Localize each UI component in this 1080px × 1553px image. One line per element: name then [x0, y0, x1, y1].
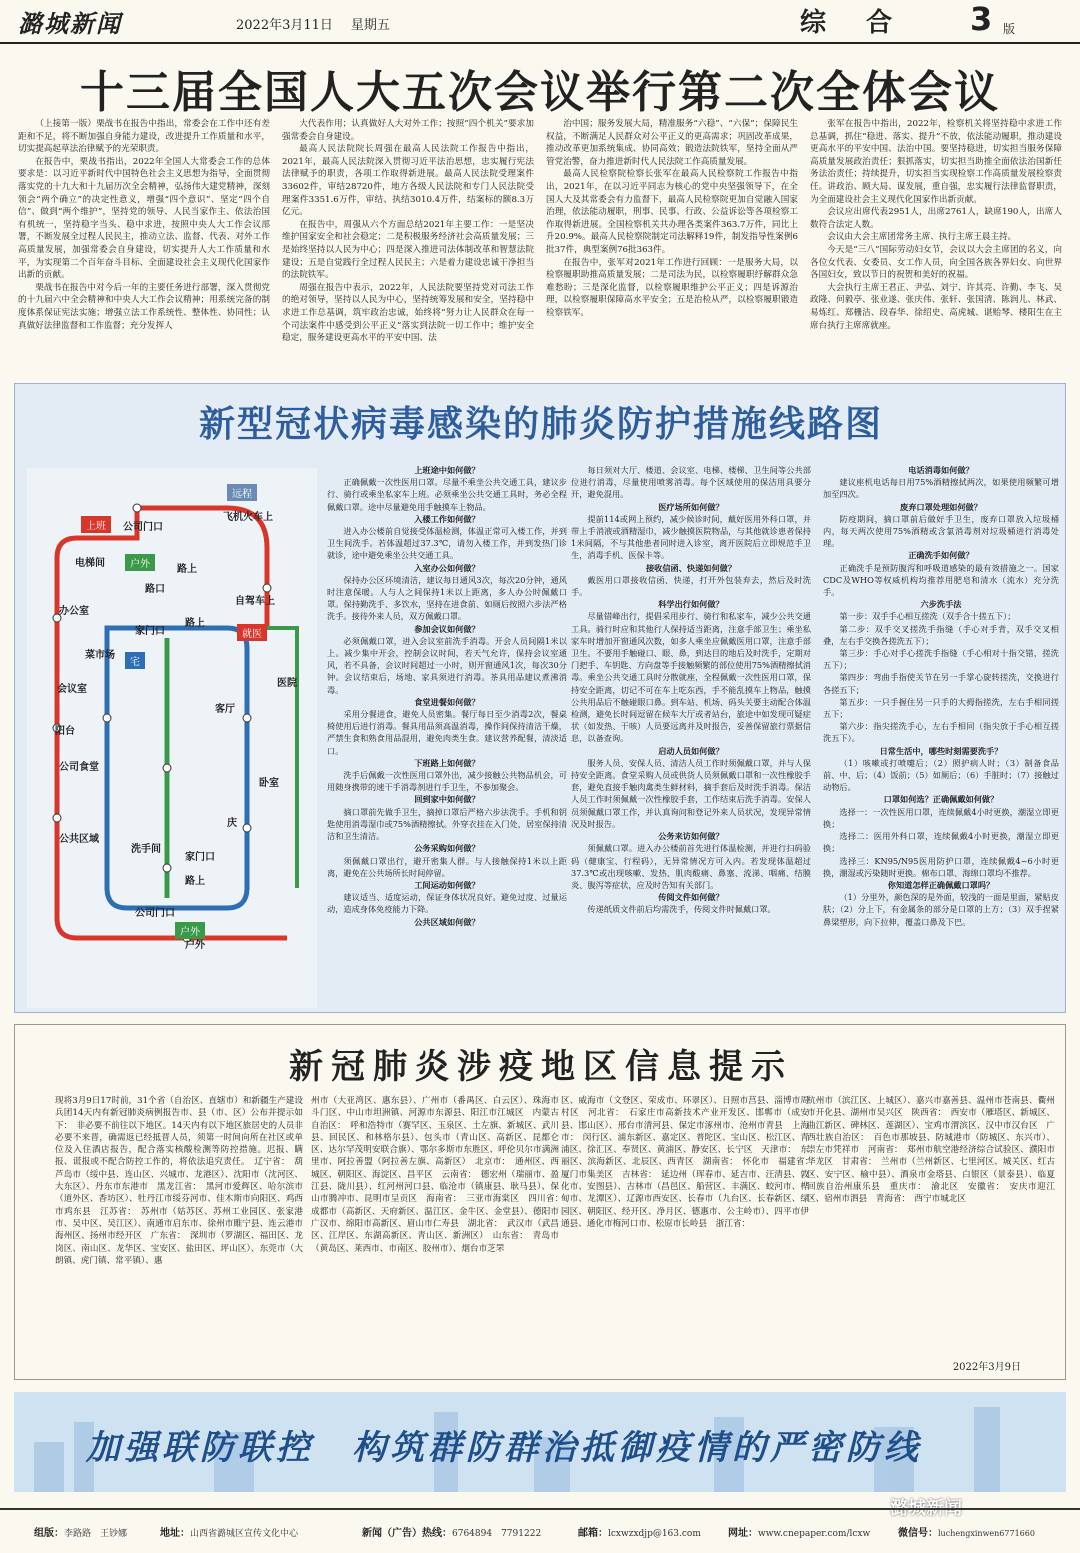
stop-label: 菜市场 — [85, 650, 115, 661]
routes-question: 公共区域如何做？ — [414, 916, 480, 927]
article-column-3 — [546, 118, 798, 370]
routes-question: 公务采购如何做？ — [414, 843, 480, 854]
stop-label: 路上 — [185, 876, 205, 887]
risk-date: 2022年3月9日 — [952, 1362, 1021, 1373]
routes-question: 上班途中如何做？ — [414, 465, 480, 475]
routes-paragraph: 选择三：KN95/N95医用防护口罩，连续佩戴4~6小时更换，潮湿或污染随时更换。棉布口罩、海绵口罩均不推荐。 — [823, 855, 1059, 878]
routes-paragraph: 传递纸质文件前后均需洗手，传阅文件时佩戴口罩。 — [587, 904, 776, 915]
stop-label: 飞机火车上 — [223, 512, 273, 523]
tag-outdoor-2: 户外 — [175, 922, 205, 939]
risk-area-panel — [14, 1024, 1066, 1380]
routes-paragraph: 提前114或网上预约，减少候诊时间，戴好医用外科口罩，并带上手消液或酒精湿巾，减少触摸医院物品，与其他就诊患者保持1米间隔，不与其他患者同时进入诊室，离开医院后立即规范手卫生，消毒手机、医保卡等。 — [571, 513, 811, 561]
routes-paragraph: 选择一：一次性医用口罩，连续佩戴4小时更换，潮湿立即更换； — [823, 806, 1059, 829]
article-paragraph: 大会执行主席王君正、尹弘、刘宁、许其亮、许勤、李飞、吴政隆、何毅亭、张业遂、张庆伟、张轩、张国清、陈润儿、林武、易炼红、郑栅洁、段春华、徐绍史、高虎城、谌贻琴、楼阳生在主席台执行主席席就座。 — [810, 282, 1062, 331]
routes-paragraph: （1）分里外，颜色深的是外面，较浅的一面是里面，紧贴皮肤；（2）分上下，有金属条的部分是口罩的上方；（3）双手捏紧鼻梁塑形，向下拉伸，覆盖口鼻及下巴。 — [823, 892, 1059, 927]
stop-label: 家门口 — [135, 626, 165, 637]
routes-question: 口罩如何选？正确佩戴如何做？ — [883, 794, 999, 805]
station-dot — [163, 864, 171, 872]
routes-question: 入楼工作如何做？ — [414, 513, 480, 524]
route-map-bg — [27, 468, 317, 1008]
routes-paragraph: 正确洗手是预防腹泻和呼吸道感染的最有效措施之一。国家CDC及WHO等权威机构均推荐用肥皂和清水（流水）充分洗手。 — [823, 562, 1059, 598]
wechat-watermark: 潞城新闻 — [890, 1498, 962, 1519]
article-paragraph: 在报告中，栗战书指出，2022年全国人大常委会工作的总体要求是：以习近平新时代中国特色社会主义思想为指导，全面贯彻落实党的十九大和十九届历次全会精神，弘扬伟大建党精神，深刻领会“两个确立”的决定性意义，增强“四个意识”、坚定“四个自信”、做到“两个维护”，坚持党的领导、人民当家作主、依法治国有机统一，坚持稳字当头、稳中求进，按照中央人大工作会议部署，不断发展全过程人民民主，推动立法、监督、代表、对外工作高质量发展，加强常委会自身建设，切实提升人大工作质量和水平，为实现第二个百年奋斗目标、全面建设社会主义现代化国家作出新的贡献。 — [18, 156, 270, 281]
stop-label: 自驾车上 — [235, 596, 275, 607]
footer-email: 邮箱：lcxwzxdjp@163.com — [578, 1528, 701, 1539]
routes-question: 启动人员如何做？ — [658, 745, 724, 756]
stop-label: 阳台 — [55, 726, 75, 737]
routes-paragraph: 正确佩戴一次性医用口罩。尽量不乘坐公共交通工具，建议步行、骑行或乘坐私家车上班。必须乘坐公共交通工具时，务必全程佩戴口罩。途中尽量避免用手触摸车上物品。 — [327, 477, 567, 512]
footer-hotline: 新闻（广告）热线：6764894 7791222 — [362, 1528, 542, 1539]
routes-title: 新型冠状病毒感染的肺炎防护措施线路图 — [198, 404, 883, 445]
station-dot — [163, 764, 171, 772]
routes-paragraph: （1）咳嗽或打喷嚏后；（2）照护病人时；（3）制备食品前、中、后；（4）饭前；（5）如厕后；（6）手脏时；（7）接触过动物后。 — [823, 757, 1059, 793]
tag-commute: 上班 — [81, 516, 111, 533]
routes-paragraph: 第四步：弯曲手指使关节在另一手掌心旋转搓洗，交换进行各搓五下； — [823, 672, 1059, 695]
station-dot — [243, 714, 251, 722]
risk-column-1: 现将3月9日17时前，31个省（自治区、直辖市）和新疆生产建设兵团14天内有新冠肺炎病例报告市、县（市、区）公布并提示如下： 非必要不前往以下地区。14天内有以下地区旅居史的人员非必要不来晋，确需返已经抵晋人员，须第一时间向所在社区或单位及入住酒店报告，配合落实核酸检测等防控措施。迟报、瞒报、谎报或不配合防控工作的，将依法追究责任。 辽宁省： 葫芦岛市（绥中县、连山区、兴城市、龙港区）、沈阳市（沈河区、大东区）、丹东市东港市 黑龙江省： 黑河市爱辉区、哈尔滨市（道外区、香坊区）、牡丹江市绥芬河市、佳木斯市向阳区、鸡西市鸡东县 江苏省： 苏州市（姑苏区、苏州工业园区、张家港市、吴中区、吴江区）、南通市启东市、徐州市睢宁县、连云港市海州区、扬州市经开区 广东省： 深圳市（罗湖区、福田区、龙岗区、南山区、龙华区、宝安区、盐田区、坪山区）、东莞市（大朗镇、虎门镇、常平镇）、惠 — [55, 1096, 303, 1266]
stop-label: 电梯间 — [75, 558, 105, 569]
article-column-2 — [282, 118, 534, 370]
station-dot — [103, 714, 111, 722]
stop-label: 办公室 — [59, 606, 89, 617]
article-paragraph: 张军在报告中指出，2022年，检察机关将坚持稳中求进工作总基调，抓住“稳进、落实、提升”不放，依法能动履职，推动建设更高水平的平安中国、法治中国。要坚持稳进，切实担当服务保障高质量发展政治责任；狠抓落实，切实担当助推全面依法治国新任务法治责任；持续提升，切实担当实现检察工作高质量发展检察责任。讲政治、顾大局、谋发展，重自强，忠实履行法律监督职责，为全面建设社会主义现代化国家作出新贡献。 — [810, 119, 1062, 205]
routes-column-2 — [571, 464, 811, 1004]
routes-question: 日常生活中，哪些时刻需要洗手？ — [879, 745, 1003, 756]
stop-label: 公司门口 — [135, 908, 175, 919]
headline: 十三届全国人大五次会议举行第二次全体会议 — [80, 67, 1000, 118]
routes-paragraph: 采用分餐进食，避免人员密集。餐厅每日至少消毒2次，餐桌椅使用后进行消毒。餐具用品须高温消毒，操作间保持清洁干燥，严禁生食和熟食用品混用，避免肉类生食。建议营养配餐，清淡适口。 — [327, 709, 567, 756]
routes-question: 接收信函、快递如何做？ — [645, 562, 737, 573]
routes-question: 科学出行如何做？ — [658, 599, 724, 610]
routes-question: 下班路上如何做？ — [414, 757, 480, 768]
stop-label: 洗手间 — [131, 844, 161, 855]
routes-question: 回到家中如何做？ — [414, 794, 480, 805]
stop-label: 庆 — [227, 818, 237, 829]
routes-question: 食堂进餐如何做？ — [414, 696, 480, 707]
footer — [0, 1508, 1080, 1553]
article-paragraph: （上接第一版）栗战书在报告中指出，常委会在工作中还有差距和不足，将不断加强自身能力建设，改进提升工作质量和水平，切实提高起草法治律赋予的光荣职责。 — [18, 119, 270, 155]
article-column-4 — [810, 118, 1062, 370]
routes-question: 你知道怎样正确佩戴口罩吗？ — [887, 879, 995, 890]
routes-question: 公务来访如何做？ — [658, 831, 724, 842]
routes-paragraph: 摘口罩前先做手卫生，摘掉口罩后严格六步法洗手。手机和钥匙使用消毒湿巾或75%酒精擦拭。外穿衣挂在入门处，居室保持清洁和卫生清洁。 — [327, 806, 567, 842]
article-paragraph: 最高人民法院院长周强在最高人民法院工作报告中指出，2021年，最高人民法院深入贯彻习近平法治思想，忠实履行宪法法律赋予的职责，各项工作取得新进展。最高人民法院受理案件33602件，审结28720件，地方各级人民法院和专门人民法院受理案件3351.6万件，审结、执结3010.4万件，结案标的额8.3万亿元。 — [282, 144, 534, 218]
routes-paragraph: 尽量错峰出行，提倡采用步行、骑行和私家车，减少公共交通工具。骑行时应和其他行人保持适当距离，注意手部卫生；乘坐私家车时增加开窗通风次数，如多人乘坐应佩戴医用口罩，注意手部卫生。不要用手触碰口、眼、鼻，到达目的地后及时洗手，定期对门把手、车钥匙、方向盘等手接触频繁的部位使用75%酒精擦拭消毒。乘坐公共交通工具时分散就座，全程佩戴一次性医用口罩，保持安全距离，切记不可在车上吃东西，手不能乱摸车上物品，触摸公共用品后不触碰眼口鼻。到车站、机场、码头关要主动配合体温检测，避免长时间逗留在候车大厅或者站台，旅途中如发现可疑症状（如发热、干咳）人员要远离并及时报告，妥善保留旅行票据信息，以备查询。 — [571, 611, 811, 744]
stop-label: 家门口 — [185, 852, 215, 863]
article-paragraph: 栗战书在报告中对今后一年的主要任务进行部署，深入贯彻党的十九届六中全会精神和中央人大工作会议精神；用系统完备的制度体系保证宪法实施；增强立法工作系统性、整体性、协同性；认真做好法律监督和工作监督；充分发挥人 — [18, 282, 270, 331]
paper-name: 潞城新闻 — [18, 9, 122, 38]
slogan-text: 加强联防联控 构筑群防群治抵御疫情的严密防线 — [86, 1428, 922, 1468]
stop-label: 公司食堂 — [59, 762, 99, 773]
routes-paragraph: 每日须对大厅、楼道、会议室、电梯、楼梯、卫生间等公共部位进行消毒，尽量使用喷雾消毒。每个区域使用的保洁用具要分开，避免混用。 — [571, 465, 811, 500]
routes-question: 电话消毒如何做？ — [908, 465, 974, 475]
routes-question: 废弃口罩处理如何做？ — [900, 501, 982, 512]
station-dot — [263, 584, 271, 592]
slogan-banner — [14, 1392, 1066, 1492]
routes-paragraph: 第三步：手心对手心搓洗手指缝（手心相对十指交错，搓洗五下）； — [823, 648, 1059, 671]
route-map — [27, 468, 317, 1008]
stop-label: 路上 — [177, 564, 197, 575]
risk-column-2: 州市（大亚湾区、惠东县）、广州市（番禺区、白云区）、珠海市斗门区、中山市坦洲镇、河源市东源县、阳江市江城区 内蒙古自治区： 呼和浩特市（赛罕区、玉泉区、土左旗、新城区、武川县、回民区、和林格尔县）、包头市（青山区、高新区、昆都仑区、达尔罕茂明安联合旗）、鄂尔多斯市东胜区、呼伦贝尔市满洲里市、阿拉善盟（阿拉善左旗、高新区） 北京市： 通州区、西城区、朝阳区、海淀区、昌平区 云南省： 德宏州（瑞丽市、盈江县、陇川县）、红河州河口县、临沧市（镇康县、耿马县）、保山市腾冲市、昆明市呈贡区 海南省： 三亚市海棠区 四川省： 成都市（高新区、天府新区、温江区、金牛区、金堂县）、德阳市广汉市、绵阳市高新区、眉山市仁寿县 湖北省： 武汉市（武昌区、江岸区、东湖高新区、青山区、新洲区） 山东省： 青岛市（黄岛区、莱西市、市南区、胶州市）、烟台市芝罘 — [311, 1096, 559, 1254]
station-dot — [53, 814, 61, 822]
routes-column-3 — [823, 464, 1059, 1004]
routes-question: 参加会议如何做？ — [414, 623, 480, 634]
stop-label: 医院 — [277, 678, 297, 689]
footer-website: 网址：www.cnepaper.com/lcxw — [728, 1528, 871, 1539]
routes-paragraph: 防疫期间，摘口罩前后做好手卫生，废弃口罩放入垃圾桶内，每天两次使用75%酒精或含氯消毒剂对垃圾桶进行消毒处理。 — [823, 513, 1059, 549]
risk-column-4: 杭州市（滨江区、上城区）、嘉兴市嘉善县、温州市苍南县、衢州市开化县、湖州市吴兴区 陕西省： 西安市（雁塔区、新城区、曲江新区、碑林区、莲湖区）、宝鸡市渭滨区、汉中市汉台区 广西壮族自治区： 百色市那坡县、防城港市（防城区、东兴市）、崇左市凭祥市 河南省： 郑州市航空港经济综合试验区、濮阳市华龙区 甘肃省： 兰州市（兰州新区、七里河区、城关区、红古区、安宁区、榆中县）、酒泉市金塔县、白银区（景泰县）、临夏回族自治州康乐县 重庆市： 渝北区 安徽省： 安庆市迎江区、宿州市泗县 青海省： 西宁市城北区 — [807, 1096, 1055, 1205]
article-paragraph: 最高人民检察院检察长张军在最高人民检察院工作报告中指出，2021年，在以习近平同志为核心的党中央坚强领导下，在全国人大及其常委会有力监督下，最高人民检察院更加自觉融入国家治理，依法能动履职，刑事、民事、行政、公益诉讼等各项检察工作取得新进展。全国检察机关共办理各类案件363.7万件，同比上升20.9%。最高人民检察院制定司法解释19件，制发指导性案例6批37件，典型案例76批363件。 — [546, 169, 798, 255]
risk-column-3: 区、威海市（文登区、荣成市、环翠区）、日照市莒县、淄博市周村区 河北省： 石家庄市高新技术产业开发区、邯郸市（成安县、邯山区）、邢台市清河县、保定市涿州市、沧州市青县 上海市： 闵行区、浦东新区、嘉定区、普陀区、宝山区、松江区、青浦区、徐汇区、奉贤区、黄浦区、静安区、长宁区 天津市： 东丽区、滨海新区、北辰区、西青区 湖南省： 怀化市 福建省： 厦门市集美区 吉林省： 延边州（珲春市、延吉市、汪清县、敦化市、安图县）、吉林市（昌邑区、船营区、丰满区、蛟河市、桦甸市、龙潭区）、辽源市西安区、长春市（九台区、长春新区、绿园区、朝阳区、经开区、净月区、德惠市、公主岭市）、四平市伊通县、通化市梅河口市、松原市长岭县 浙江省： — [561, 1096, 809, 1229]
article-paragraph: 会议应出席代表2951人，出席2761人，缺席190人，出席人数符合法定人数。 — [810, 207, 1062, 230]
routes-question: 工间运动如何做？ — [414, 879, 480, 890]
footer-editor: 组版：李路路 王钞娜 — [34, 1528, 128, 1539]
routes-paragraph: 保持办公区环境清洁，建议每日通风3次，每次20分钟，通风时注意保暖。人与人之间保持1米以上距离，多人办公时佩戴口罩。保持勤洗手、多饮水，坚持在进食前、如厕后按照六步法严格洗手。接待外来人员，双方佩戴口罩。 — [327, 574, 567, 622]
article-paragraph: 周强在报告中表示，2022年，人民法院要坚持党对司法工作的绝对领导，坚持以人民为中心，坚持统筹发展和安全，坚持稳中求进工作总基调，筑牢政治忠诚，始终将“努力让人民群众在每一个司法案件中感受到公平正义”落实到法院一切工作中；维护安全稳定，服务建设更高水平的平安中国、法 — [282, 282, 534, 344]
article-paragraph: 会议由大会主席团常务主席、执行主席王晨主持。 — [827, 232, 1017, 243]
prevention-routes-panel — [14, 383, 1066, 1013]
page-number: 3 — [970, 0, 993, 38]
tag-outdoor: 户外 — [125, 554, 155, 571]
routes-paragraph: 第六步：指尖搓洗手心，左右手相同（指尖放于手心相互搓洗五下）。 — [823, 721, 1059, 744]
section-name: 综合 — [800, 8, 933, 38]
stop-label: 公共区域 — [59, 834, 99, 845]
routes-column-1 — [327, 464, 567, 1004]
tag-medical: 就医 — [237, 624, 267, 641]
routes-paragraph: 服务人员、安保人员、清洁人员工作时须佩戴口罩，并与人保持安全距离。食堂采购人员或供货人员须佩戴口罩和一次性橡胶手套，避免直接手触肉禽类生鲜材料，摘手套后及时洗手消毒。保洁人员工作时须佩戴一次性橡胶手套，工作结束后洗手消毒。安保人员须佩戴口罩工作，并认真询问和登记外来人员状况，发现异常情况及时报告。 — [571, 757, 811, 829]
station-dot — [133, 504, 141, 512]
masthead — [0, 0, 1080, 44]
routes-question: 正确洗手如何做？ — [908, 550, 974, 561]
tag-home: 宅 — [125, 652, 145, 669]
article-paragraph: 在报告中，张军对2021年工作进行回顾：一是服务大局，以检察履职助推高质量发展；二是司法为民，以检察履职纾解群众急难愁盼；三是深化监督，以检察履职维护公平正义；四是诉源治理，以检察履职保障高水平安全；五是治检从严，以检察履职锻造检察铁军。 — [546, 257, 798, 318]
article-column-1 — [18, 118, 270, 370]
stop-label: 卧室 — [259, 778, 279, 789]
footer-address: 地址：山西省潞城区宣传文化中心 — [160, 1528, 299, 1539]
routes-paragraph: 建议座机电话每日用75%酒精擦拭两次，如果使用频繁可增加至四次。 — [823, 477, 1059, 500]
routes-question: 传阅文件如何做？ — [658, 892, 724, 903]
article-paragraph: 今天是“三八”国际劳动妇女节，会议以大会主席团的名义，向各位女代表、女委员、女工作人员，向全国各族各界妇女、向世界各国妇女，致以节日的祝贺和美好的祝福。 — [810, 244, 1062, 281]
routes-paragraph: 进入办公楼前自觉接受体温检测，体温正常可入楼工作，并到卫生间洗手。若体温超过37.3℃，请勿入楼工作，并到发热门诊就诊，途中避免乘坐公共交通工具。 — [327, 526, 567, 561]
stop-label: 路上 — [185, 618, 205, 629]
routes-paragraph: 须佩戴口罩。进入办公楼前首先进行体温检测，并进行扫码验码（健康宝、行程码），无异常情况方可入内。若发现体温超过37.3℃或出现咳嗽、发热、肌肉酸痛、鼻塞、流涕、咽痛、结膜炎、腹泻等症状，应及时告知有关部门。 — [571, 843, 811, 890]
routes-paragraph: 须佩戴口罩出行，避开密集人群。与人接触保持1米以上距离，避免在公共场所长时间停留。 — [327, 855, 567, 878]
article-body — [18, 118, 1062, 370]
stop-label: 公司门口 — [123, 522, 163, 533]
risk-title: 新冠肺炎涉疫地区信息提示 — [289, 1047, 793, 1087]
page-unit: 版 — [1003, 22, 1016, 36]
routes-paragraph: 戴医用口罩接收信函、快递，打开外包装弃去，然后及时洗手。 — [571, 574, 811, 598]
tag-remote: 远程 — [227, 484, 257, 501]
routes-paragraph: 建议适当、适度运动，保证身体状况良好。避免过度、过量运动，造成身体免疫能力下降。 — [327, 892, 567, 915]
routes-question: 医疗场所如何做？ — [658, 501, 724, 512]
routes-paragraph: 第五步：一只手握住另一只手的大拇指搓洗，左右手相同搓五下； — [823, 696, 1059, 720]
routes-paragraph: 第一步：双手手心相互搓洗（双手合十搓五下）； — [839, 611, 1016, 622]
routes-paragraph: 选择二：医用外科口罩，连续佩戴4小时更换，潮湿立即更换； — [823, 831, 1059, 854]
stop-label: 路口 — [145, 584, 165, 595]
article-paragraph: 大代表作用；认真做好人大对外工作；按照“四个机关”要求加强常委会自身建设。 — [282, 119, 534, 142]
stop-label: 户外 — [185, 940, 205, 951]
routes-paragraph: 必须佩戴口罩，进入会议室前洗手消毒。开会人员间隔1米以上。减少集中开会，控制会议时间，若天气允许，保持会议室通风，若不具备，会议时间超过一小时，则开窗通风1次，每次30分钟。会议结束后，场地、家具须进行消毒。茶具用品建议煮沸消毒。 — [327, 635, 567, 695]
issue-date — [236, 14, 390, 33]
date: 2022年3月11日 — [236, 18, 333, 33]
routes-question: 六步洗手法 — [920, 599, 962, 610]
routes-paragraph: 洗手后佩戴一次性医用口罩外出，减少接触公共物品机会，可用随身携带的速干手消毒剂进行手卫生，不参加聚会。 — [327, 770, 567, 793]
footer-wechat: 微信号：luchengxinwen6771660 — [898, 1528, 1035, 1539]
stop-label: 客厅 — [215, 704, 235, 715]
station-dot — [243, 824, 251, 832]
routes-question: 入室办公如何做？ — [414, 562, 480, 573]
stop-label: 会议室 — [57, 684, 87, 695]
weekday: 星期五 — [350, 18, 390, 33]
article-paragraph: 治中国；服务发展大局，精准服务“六稳”、“六保”；保障民生权益，不断满足人民群众对公平正义的更高需求；巩固改革成果，推动改革更加系统集成、协同高效；锻造法院铁军，坚持全面从严管党治警，奋力推进新时代人民法院工作高质量发展。 — [546, 119, 798, 167]
article-paragraph: 在报告中，周强从六个方面总结2021年主要工作：一是坚决维护国家安全和社会稳定；二是积极服务经济社会高质量发展；三是始终坚持以人民为中心；四是深入推进司法体制改革和智慧法院建设；五是自觉践行全过程人民民主；六是着力建设忠诚干净担当的法院铁军。 — [282, 219, 534, 281]
routes-paragraph: 第二步：双手交叉搓洗手指缝（手心对手背，双手交叉相叠，左右手交换各搓洗五下）； — [823, 623, 1059, 646]
